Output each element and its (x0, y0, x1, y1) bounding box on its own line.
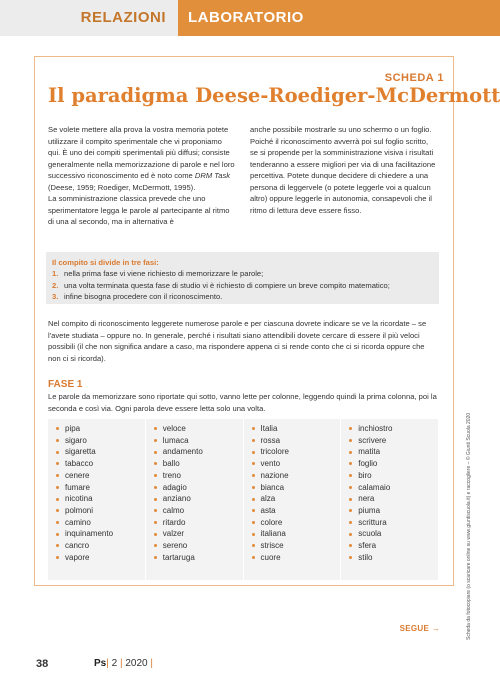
bullet-icon (56, 509, 59, 512)
bullet-icon (252, 462, 255, 465)
bullet-icon (56, 521, 59, 524)
bullet-icon (56, 462, 59, 465)
word-text: tricolore (260, 447, 289, 457)
journal-footer: Ps| 2 | 2020 | (94, 658, 153, 669)
word-item (349, 505, 438, 517)
drm-task-term: DRM Task (194, 171, 231, 180)
word-text: nazione (260, 470, 289, 480)
bullet-icon (154, 556, 157, 559)
word-item (252, 482, 341, 494)
word-text: italiana (260, 529, 286, 539)
word-text: vapore (65, 552, 90, 562)
word-list-panel (48, 419, 438, 580)
journal-logo: Ps (94, 658, 107, 669)
word-text: adagio (162, 482, 187, 492)
word-text: ritardo (162, 517, 186, 527)
page-title: Il paradigma Deese-Roediger-McDermott (48, 84, 500, 107)
intro-columns (48, 124, 438, 228)
word-item (349, 423, 438, 435)
word-item (154, 458, 243, 470)
word-text: polmoni (65, 505, 94, 515)
phases-box (46, 252, 439, 304)
word-text: calmo (162, 505, 185, 515)
word-item (252, 435, 341, 447)
section-tab (0, 0, 178, 36)
word-text: cancro (65, 541, 90, 551)
phase-step (52, 268, 433, 280)
word-column-3 (244, 419, 342, 580)
bullet-icon (154, 462, 157, 465)
word-text: sfera (358, 541, 377, 551)
phase-step-text: infine bisogna procedere con il riconoscimento. (64, 292, 223, 301)
word-text: scuola (358, 529, 382, 539)
fase-title: FASE 1 (48, 379, 83, 390)
word-text: matita (358, 447, 381, 457)
word-text: stilo (358, 552, 373, 562)
phase-step-number: 1. (52, 269, 59, 278)
word-text: anziano (162, 494, 191, 504)
phase-step-number: 3. (52, 292, 59, 301)
page-number: 38 (36, 658, 49, 670)
phase-step (52, 280, 433, 292)
word-text: vento (260, 459, 281, 469)
phase-step-text: nella prima fase vi viene richiesto di memorizzare le parole; (64, 269, 264, 278)
word-text: ballo (162, 459, 180, 469)
bullet-icon (252, 498, 255, 501)
bullet-icon (252, 474, 255, 477)
intro-column-left (48, 124, 236, 228)
bullet-icon (154, 427, 157, 430)
word-text: inchiostro (358, 424, 393, 433)
bullet-icon (56, 498, 59, 501)
word-item (56, 552, 145, 564)
word-item (56, 493, 145, 505)
word-text: scrittura (358, 517, 387, 527)
word-text: pipa (65, 424, 81, 433)
word-text: colore (260, 517, 283, 527)
bullet-icon (349, 462, 352, 465)
bullet-icon (56, 544, 59, 547)
bullet-icon (56, 439, 59, 442)
bullet-icon (252, 521, 255, 524)
word-text: camino (65, 517, 91, 527)
bullet-icon (154, 451, 157, 454)
bullet-icon (252, 486, 255, 489)
word-text: Italia (260, 424, 278, 433)
issue-number: 2 (111, 658, 118, 669)
bullet-icon (154, 498, 157, 501)
word-text: alza (260, 494, 276, 504)
word-text: tartaruga (162, 552, 195, 562)
intro-paragraph-1: Se volete mettere alla prova la vostra memoria potete utilizzare il compito sperimentale che vi proponiamo qui. È uno dei compiti sperimentali più diffusi; consiste generalmente nella memorizzazione di parole e nel loro successivo riconoscimento ed è noto come DRM Task (Deese, 1959; Roediger, McDermott, 1995). (48, 125, 235, 192)
word-item (349, 528, 438, 540)
bullet-icon (252, 533, 255, 536)
bullet-icon (154, 544, 157, 547)
recognition-paragraph: Nel compito di riconoscimento leggerete numerose parole e per ciascuna dovrete indicare se ve la ricordate – se l'avete studiata – oppure no. In generale, perché i risultati siano attendibili dovete cercare di essere il più veloci possibili (il che non significa andare a caso, ma rispondere appena ci si rende conto che ci si ricorda oppure che non ci si ricorda). (48, 319, 427, 363)
word-item (349, 435, 438, 447)
top-bar (0, 0, 500, 36)
word-item (154, 540, 243, 552)
word-item (56, 482, 145, 494)
intro-column-right (250, 124, 438, 228)
word-text: asta (260, 505, 276, 515)
bullet-icon (349, 439, 352, 442)
word-item (349, 482, 438, 494)
section-label: RELAZIONI (80, 9, 166, 26)
word-item (154, 470, 243, 482)
arrow-right-icon: → (431, 624, 440, 633)
bullet-icon (56, 474, 59, 477)
word-item (252, 552, 341, 564)
word-item (154, 423, 243, 435)
bullet-icon (154, 509, 157, 512)
word-item (56, 470, 145, 482)
bullet-icon (349, 544, 352, 547)
word-item (349, 458, 438, 470)
bullet-icon (349, 451, 352, 454)
word-item (154, 517, 243, 529)
bullet-icon (154, 521, 157, 524)
word-item (349, 493, 438, 505)
bullet-icon (56, 427, 59, 430)
word-column-1 (48, 419, 146, 580)
word-text: piuma (358, 505, 381, 515)
word-text: strisce (260, 541, 284, 551)
word-text: nicotina (65, 494, 93, 504)
word-text: inquinamento (65, 529, 114, 539)
phases-heading: Il compito si divide in tre fasi: (52, 258, 159, 267)
side-note: Scheda da fotocopiare (o scaricare online su www.giuntiscuola.it) e raccogliere – © Giunti Scuola 2020 (466, 412, 472, 640)
word-item (56, 505, 145, 517)
word-item (154, 528, 243, 540)
word-item (252, 458, 341, 470)
bullet-icon (56, 556, 59, 559)
phase-step-number: 2. (52, 280, 59, 290)
word-item (349, 517, 438, 529)
word-item (252, 540, 341, 552)
subsection-label: LABORATORIO (188, 9, 304, 26)
word-text: sigaretta (65, 447, 96, 457)
word-text: sereno (162, 541, 188, 551)
fase-text: Le parole da memorizzare sono riportate qui sotto, vanno lette per colonne, leggendo quindi la prima colonna, poi la seconda e così via. Ogni parola deve essere letta solo una volta. (48, 392, 437, 413)
word-text: veloce (162, 424, 186, 433)
bullet-icon (154, 439, 157, 442)
bullet-icon (349, 427, 352, 430)
word-text: tabacco (65, 459, 94, 469)
word-item (56, 517, 145, 529)
word-item (56, 446, 145, 458)
word-text: biro (358, 470, 372, 480)
word-item (56, 423, 145, 435)
word-item (349, 470, 438, 482)
word-text: valzer (162, 529, 185, 539)
word-item (252, 505, 341, 517)
bullet-icon (56, 486, 59, 489)
bullet-icon (349, 474, 352, 477)
continue-text: SEGUE (399, 624, 430, 633)
word-item (56, 540, 145, 552)
bullet-icon (154, 533, 157, 536)
word-text: treno (162, 470, 181, 480)
word-item (56, 458, 145, 470)
word-item (154, 435, 243, 447)
word-text: andamento (162, 447, 203, 457)
bullet-icon (349, 533, 352, 536)
word-item (154, 493, 243, 505)
bullet-icon (349, 509, 352, 512)
word-item (154, 505, 243, 517)
scheda-label: SCHEDA 1 (384, 72, 444, 84)
word-text: cenere (65, 470, 90, 480)
word-text: sigaro (65, 435, 87, 445)
word-text: calamaio (358, 482, 391, 492)
word-item (252, 446, 341, 458)
intro-paragraph-2: La somministrazione classica prevede che uno sperimentatore legga le parole al partecipante al ritmo di una al secondo, ma in alternativa è (48, 194, 230, 226)
word-item (154, 552, 243, 564)
word-item (349, 540, 438, 552)
word-item (252, 470, 341, 482)
word-item (252, 528, 341, 540)
word-column-2 (146, 419, 244, 580)
word-text: fumare (65, 482, 90, 492)
word-text: bianca (260, 482, 285, 492)
word-text: lumaca (162, 435, 189, 445)
word-text: scrivere (358, 435, 387, 445)
subsection-tab (178, 0, 500, 36)
word-item (154, 482, 243, 494)
bullet-icon (252, 451, 255, 454)
word-item (56, 435, 145, 447)
bullet-icon (56, 451, 59, 454)
bullet-icon (252, 427, 255, 430)
word-text: foglio (358, 459, 378, 469)
bullet-icon (252, 439, 255, 442)
bullet-icon (252, 509, 255, 512)
word-column-4 (341, 419, 438, 580)
bullet-icon (56, 533, 59, 536)
bullet-icon (154, 474, 157, 477)
word-text: rossa (260, 435, 281, 445)
phase-step (52, 291, 433, 303)
word-item (252, 517, 341, 529)
bullet-icon (252, 544, 255, 547)
bullet-icon (252, 556, 255, 559)
word-item (349, 446, 438, 458)
word-item (154, 446, 243, 458)
continue-label (400, 624, 440, 633)
bullet-icon (349, 498, 352, 501)
word-text: cuore (260, 552, 281, 562)
issue-year: 2020 (125, 658, 148, 669)
bullet-icon (154, 486, 157, 489)
bullet-icon (349, 556, 352, 559)
word-text: nera (358, 494, 375, 504)
bullet-icon (349, 521, 352, 524)
word-item (252, 493, 341, 505)
word-item (56, 528, 145, 540)
bullet-icon (349, 486, 352, 489)
phase-step-text: una volta terminata questa fase di studio vi è richiesto di compiere un breve compito matematico; (64, 280, 390, 290)
word-item (349, 552, 438, 564)
word-item (252, 423, 341, 435)
intro-paragraph-3: anche possibile mostrarle su uno schermo o un foglio. Poiché il riconoscimento avverrà poi sul foglio scritto, se si propende per la somministrazione visiva i risultati tenderanno a essere migliori per via di una facilitazione percettiva. Potete dunque decidere di chiedere a una persona di leggervele (o potete leggerle voi a qualcun altro) oppure leggerle in autonomia, consapevoli che il ritmo di lettura deve essere fisso. (250, 125, 436, 215)
